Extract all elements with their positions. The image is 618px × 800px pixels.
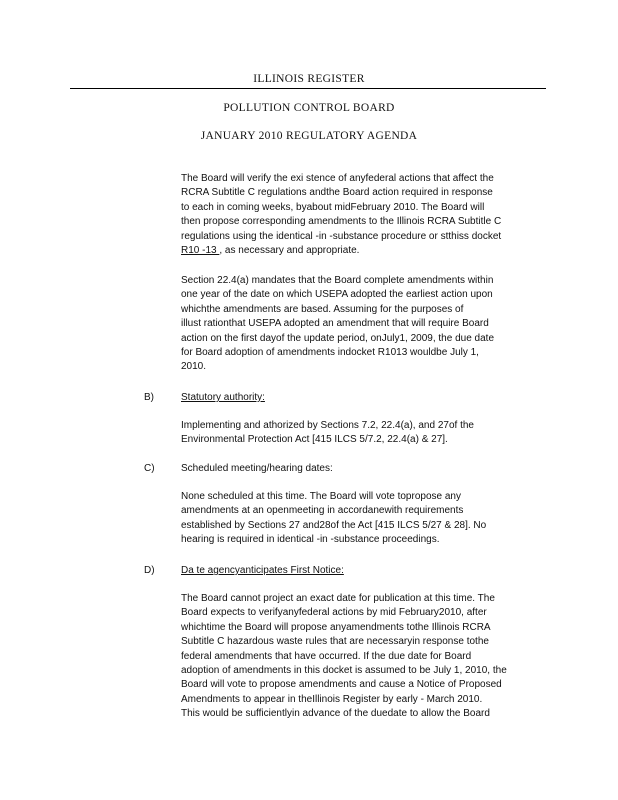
text-line: hearing is required in identical -in -substance proceedings. bbox=[181, 534, 440, 546]
text-line: The Board will verify the exi stence of anyfederal actions that affect the bbox=[181, 173, 494, 184]
text-line: one year of the date on which USEPA adopted the earliest action upon bbox=[181, 289, 493, 301]
register-title: ILLINOIS REGISTER bbox=[253, 73, 365, 85]
section-heading-b: Statutory authority: bbox=[181, 392, 265, 403]
text-line: illust rationthat USEPA adopted an amendment that will require Board bbox=[181, 318, 489, 330]
text-line bbox=[181, 244, 551, 258]
text-line: The Board cannot project an exact date for publication at this time. The bbox=[181, 593, 495, 604]
text-line: established by Sections 27 and28of the Act [415 ILCS 5/27 & 28]. No bbox=[181, 519, 487, 531]
text-line: amendments at an openmeeting in accordanewith requirements bbox=[181, 505, 464, 517]
agenda-title: JANUARY 2010 REGULATORY AGENDA bbox=[200, 130, 418, 142]
docket-link[interactable]: R10 -13 bbox=[181, 245, 220, 257]
section-label-c: C) bbox=[144, 463, 155, 474]
text-line: whichthe amendments are based. Assuming for the purposes of bbox=[181, 303, 464, 315]
text-line: Environmental Protection Act [415 ILCS 5/7.2, 22.4(a) & 27]. bbox=[181, 434, 448, 446]
text-line: Subtitle C hazardous waste rules that are necessaryin response tothe bbox=[181, 636, 489, 648]
section-heading-c: Scheduled meeting/hearing dates: bbox=[181, 463, 333, 474]
text-line: for Board adoption of amendments indocket R1013 wouldbe July 1, bbox=[181, 347, 479, 359]
text-fragment: , as necessary and appropriate. bbox=[219, 245, 360, 257]
section-c-body bbox=[181, 490, 551, 548]
intro-paragraph-2 bbox=[181, 274, 551, 375]
text-line: 2010. bbox=[181, 361, 207, 373]
text-line: action on the first dayof the update period, onJuly1, 2009, the due date bbox=[181, 332, 495, 344]
section-d-body bbox=[181, 592, 551, 722]
text-line: Amendments to appear in theIllinois Register by early - March 2010. bbox=[181, 693, 483, 705]
board-title: POLLUTION CONTROL BOARD bbox=[223, 102, 395, 114]
section-b-body bbox=[181, 419, 551, 448]
section-heading-d: Da te agencyanticipates First Notice: bbox=[181, 565, 344, 576]
text-line: Section 22.4(a) mandates that the Board complete amendments within bbox=[181, 275, 494, 286]
intro-paragraph-1 bbox=[181, 172, 551, 258]
text-line: RCRA Subtitle C regulations andthe Board action required in response bbox=[181, 187, 493, 199]
text-line: whichtime the Board will propose anyamendments tothe Illinois RCRA bbox=[181, 621, 491, 633]
text-line: adoption of amendments in this docket is assumed to be July 1, 2010, the bbox=[181, 665, 507, 677]
text-line: Implementing and athorized by Sections 7.2, 22.4(a), and 27of the bbox=[181, 420, 474, 431]
text-line: Board expects to verifyanyfederal actions by mid February2010, after bbox=[181, 607, 487, 619]
text-line: federal amendments that have occurred. If the due date for Board bbox=[181, 650, 472, 662]
text-line: regulations using the identical -in -substance procedure or stthiss docket bbox=[181, 230, 502, 242]
text-line: None scheduled at this time. The Board will vote topropose any bbox=[181, 491, 461, 502]
text-line: This would be sufficientlyin advance of the duedate to allow the Board bbox=[181, 708, 490, 720]
text-line: to each in coming weeks, byabout midFebruary 2010. The Board will bbox=[181, 201, 485, 213]
section-label-b: B) bbox=[144, 392, 154, 403]
text-line: Board will vote to propose amendments and cause a Notice of Proposed bbox=[181, 679, 502, 691]
text-line: then propose corresponding amendments to the Illinois RCRA Subtitle C bbox=[181, 216, 502, 228]
header-rule bbox=[70, 88, 546, 89]
section-label-d: D) bbox=[144, 565, 155, 576]
